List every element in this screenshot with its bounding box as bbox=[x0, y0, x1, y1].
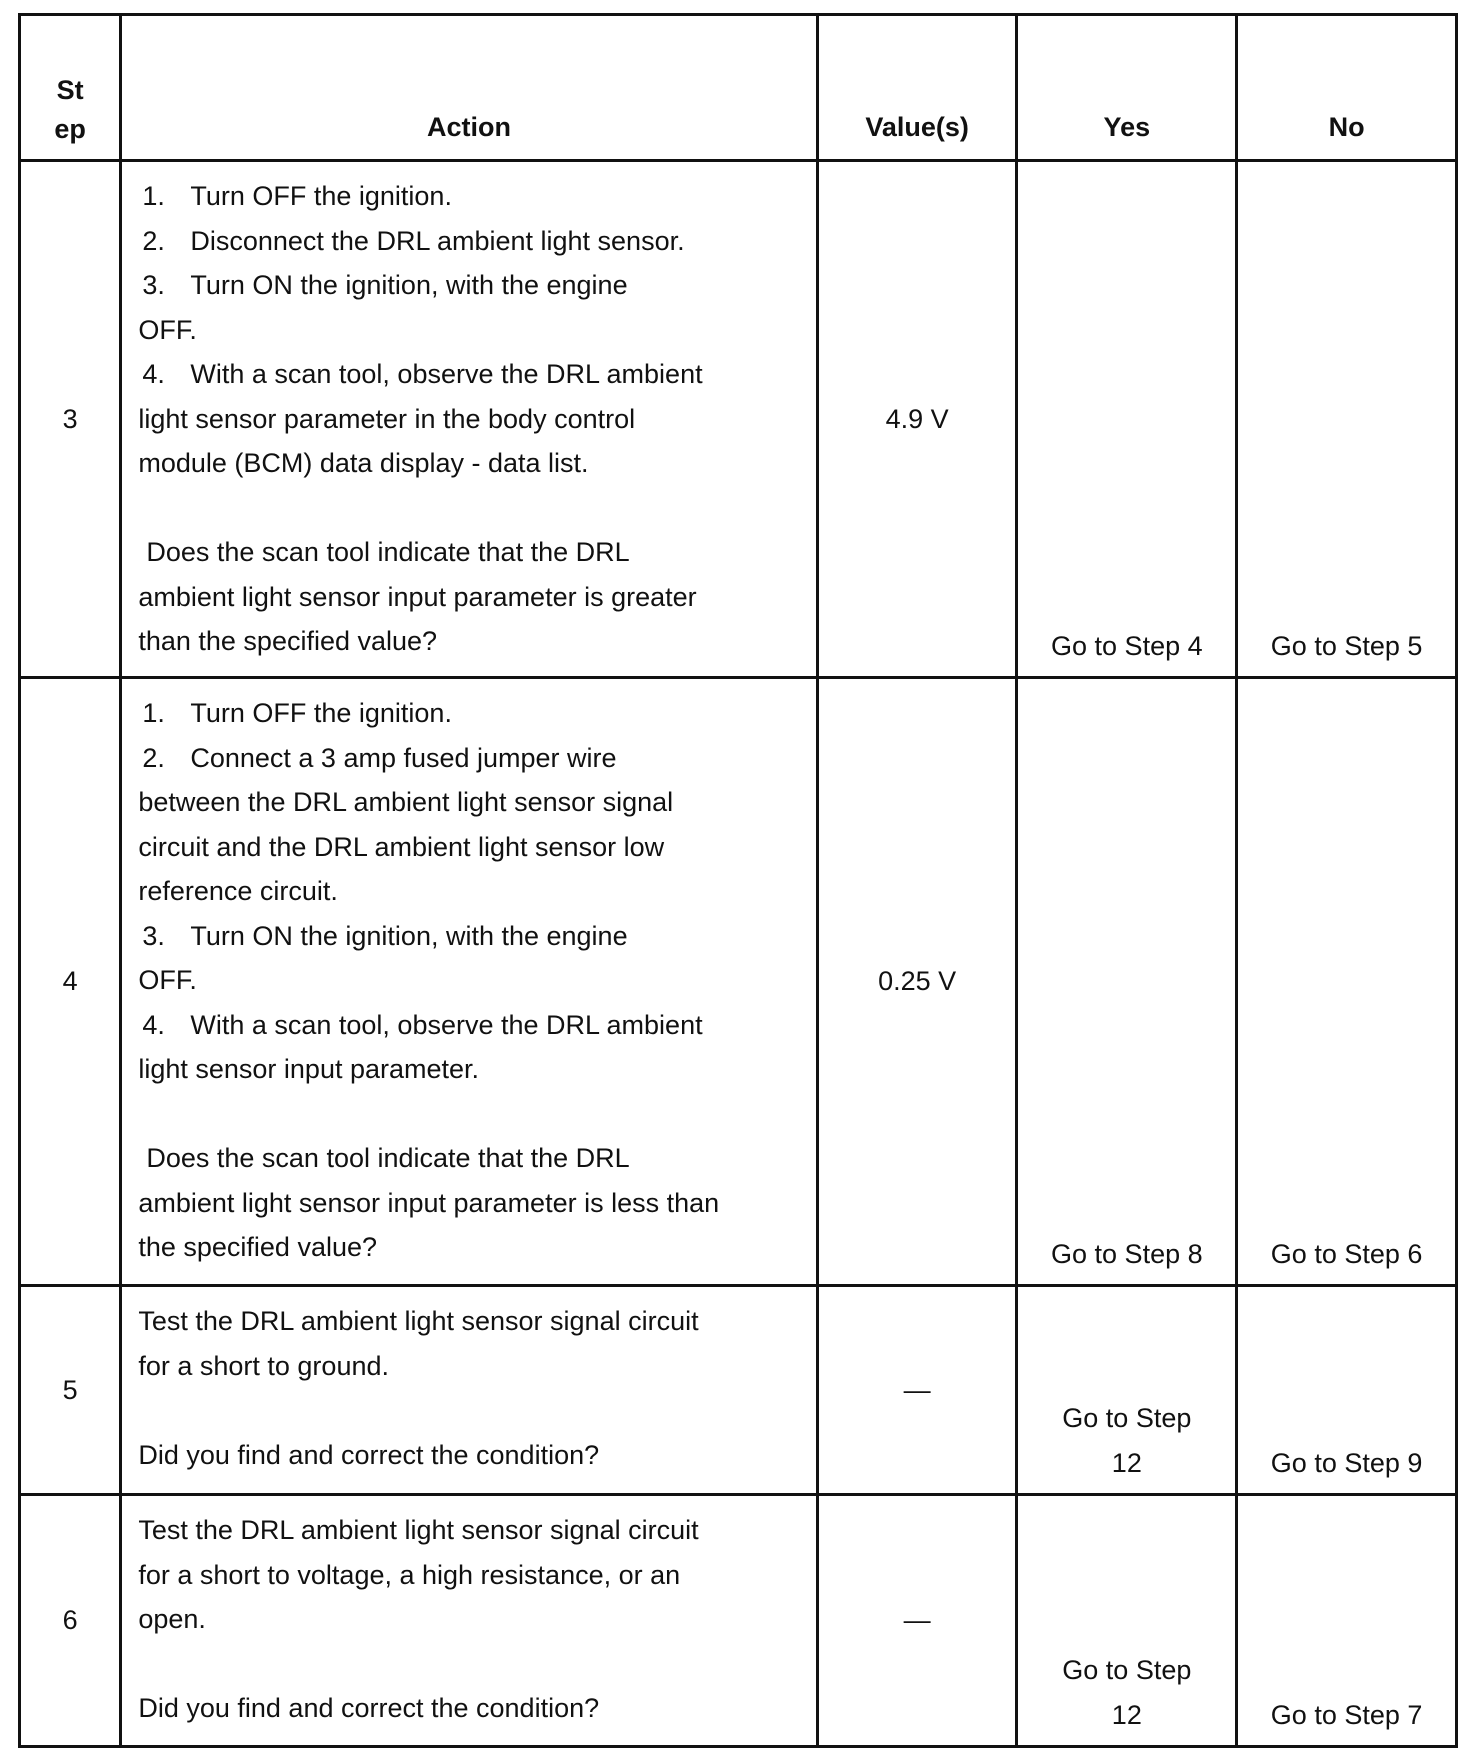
value-cell: 4.9 V bbox=[817, 161, 1017, 678]
table-row bbox=[20, 1495, 1457, 1747]
question-line: the specified value? bbox=[138, 1232, 378, 1262]
action-line: 1. Turn OFF the ignition. bbox=[142, 181, 452, 211]
no-cell: Go to Step 7 bbox=[1237, 1495, 1457, 1747]
question-line: Did you find and correct the condition? bbox=[138, 1439, 600, 1470]
yes-cell: Go to Step 12 bbox=[1017, 1286, 1237, 1495]
action-cell bbox=[121, 678, 817, 1286]
action-line: 3. Turn ON the ignition, with the engine bbox=[142, 270, 628, 300]
no-cell: Go to Step 9 bbox=[1237, 1286, 1457, 1495]
step-number: 6 bbox=[20, 1495, 121, 1747]
question-line: ambient light sensor input parameter is less than bbox=[138, 1187, 720, 1218]
action-line: light sensor parameter in the body control bbox=[138, 403, 636, 434]
header-yes: Yes bbox=[1017, 15, 1237, 161]
action-line: Test the DRL ambient light sensor signal circuit bbox=[138, 1306, 699, 1336]
header-step: St ep bbox=[20, 15, 121, 161]
step-number: 3 bbox=[20, 161, 121, 678]
yes-cell: Go to Step 4 bbox=[1017, 161, 1237, 678]
table-row bbox=[20, 678, 1457, 1286]
question-line: Does the scan tool indicate that the DRL bbox=[146, 537, 630, 567]
action-line: 4. With a scan tool, observe the DRL ambient bbox=[142, 359, 703, 389]
step-number: 4 bbox=[20, 678, 121, 1286]
question-line: Did you find and correct the condition? bbox=[138, 1693, 600, 1723]
action-line: circuit and the DRL ambient light sensor low bbox=[138, 831, 665, 862]
action-line: 2. Connect a 3 amp fused jumper wire bbox=[142, 742, 617, 773]
action-line: between the DRL ambient light sensor signal bbox=[138, 787, 674, 817]
value-cell: 0.25 V bbox=[817, 678, 1017, 1286]
action-line: 4. With a scan tool, observe the DRL ambient bbox=[142, 1009, 703, 1040]
no-cell: Go to Step 6 bbox=[1237, 678, 1457, 1286]
diagnostic-table bbox=[18, 13, 1458, 1748]
yes-cell: Go to Step 8 bbox=[1017, 678, 1237, 1286]
action-line: for a short to ground. bbox=[138, 1350, 389, 1381]
action-line: OFF. bbox=[138, 314, 197, 345]
no-cell: Go to Step 5 bbox=[1237, 161, 1457, 678]
action-cell bbox=[121, 161, 817, 678]
action-line: Test the DRL ambient light sensor signal circuit bbox=[138, 1515, 699, 1545]
action-line: for a short to voltage, a high resistance, or an bbox=[138, 1559, 681, 1590]
action-line: reference circuit. bbox=[138, 876, 338, 906]
step-number: 5 bbox=[20, 1286, 121, 1495]
table-row bbox=[20, 1286, 1457, 1495]
action-line: 2. Disconnect the DRL ambient light sensor. bbox=[142, 225, 685, 256]
value-cell: — bbox=[817, 1286, 1017, 1495]
table-row bbox=[20, 161, 1457, 678]
action-line: light sensor input parameter. bbox=[138, 1054, 480, 1084]
header-values: Value(s) bbox=[817, 15, 1017, 161]
action-line: OFF. bbox=[138, 965, 197, 995]
header-no: No bbox=[1237, 15, 1457, 161]
question-line: Does the scan tool indicate that the DRL bbox=[146, 1143, 630, 1173]
action-line: 1. Turn OFF the ignition. bbox=[142, 698, 452, 728]
question-line: than the specified value? bbox=[138, 626, 438, 656]
question-line: ambient light sensor input parameter is greater bbox=[138, 581, 697, 612]
header-action: Action bbox=[121, 15, 817, 161]
yes-cell: Go to Step 12 bbox=[1017, 1495, 1237, 1747]
action-line: open. bbox=[138, 1604, 206, 1634]
action-cell bbox=[121, 1495, 817, 1747]
header-row bbox=[20, 15, 1457, 161]
action-cell bbox=[121, 1286, 817, 1495]
action-line: 3. Turn ON the ignition, with the engine bbox=[142, 920, 628, 951]
action-line: module (BCM) data display - data list. bbox=[138, 448, 589, 478]
value-cell: — bbox=[817, 1495, 1017, 1747]
